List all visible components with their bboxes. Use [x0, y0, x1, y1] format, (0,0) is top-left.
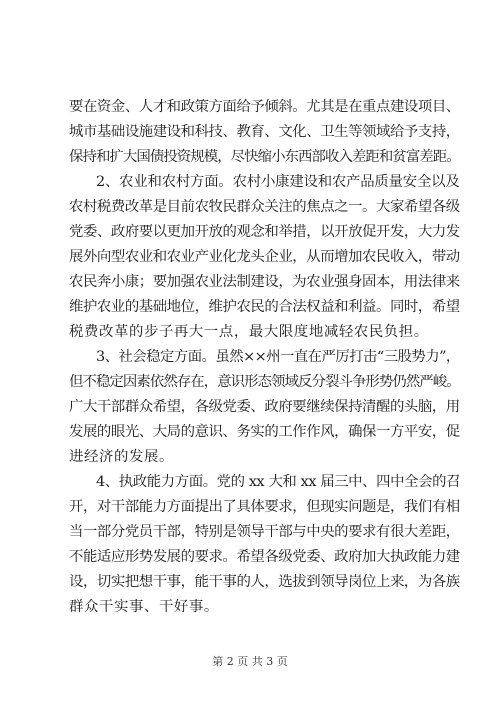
- text-line: 2、农业和农村方面。农村小康建设和农产品质量安全以及: [96, 174, 460, 190]
- text-line: 展外向型农业和农业产业化龙头企业，从而增加农民收入，带动: [69, 249, 460, 265]
- text-line: 群众干实事、干好事。: [69, 599, 219, 615]
- text-line: 发展的眼光、大局的意识、务实的工作作风，确保一方平安，促: [69, 424, 460, 440]
- text-line: 不能适应形势发展的要求。希望各级党委、政府加大执政能力建: [69, 549, 460, 565]
- text-line: 开，对干部能力方面提出了具体要求，但现实问题是，我们有相: [69, 499, 460, 515]
- text-line: 城市基础设施建设和科技、教育、文化、卫生等领域给予支持，: [69, 124, 460, 140]
- text-line: 3、社会稳定方面。虽然××州一直在严厉打击“三股势力”，: [96, 349, 460, 365]
- text-line: 设，切实把想干事，能干事的人，选拔到领导岗位上来，为各族: [69, 574, 460, 590]
- text-line: 党委、政府要以更加开放的观念和举措，以开放促开发，大力发: [69, 224, 460, 240]
- text-line: 4、执政能力方面。党的 xx 大和 xx 届三中、四中全会的召: [96, 474, 461, 490]
- text-line: 当一部分党员干部，特别是领导干部与中央的要求有很大差距，: [69, 524, 460, 540]
- text-line: 进经济的发展。: [69, 449, 174, 465]
- text-line: 保持和扩大国债投资规模，尽快缩小东西部收入差距和贫富差距。: [69, 149, 460, 165]
- text-line: 农民奔小康；要加强农业法制建设，为农业强身固本，用法律来: [69, 274, 460, 290]
- text-line: 税费改革的步子再大一点，最大限度地减轻农民负担。: [69, 324, 429, 340]
- text-line: 但不稳定因素依然存在，意识形态领域反分裂斗争形势仍然严峻。: [69, 374, 460, 390]
- text-line: 广大干部群众希望，各级党委、政府要继续保持清醒的头脑，用: [69, 399, 460, 415]
- page-footer: 第 2 页 共 3 页: [212, 655, 288, 668]
- text-line: 维护农业的基础地位，维护农民的合法权益和利益。同时，希望: [69, 299, 460, 315]
- text-line: 要在资金、人才和政策方面给予倾斜。尤其是在重点建设项目、: [69, 99, 460, 115]
- text-line: 农村税费改革是目前农牧民群众关注的焦点之一。大家希望各级: [69, 199, 460, 215]
